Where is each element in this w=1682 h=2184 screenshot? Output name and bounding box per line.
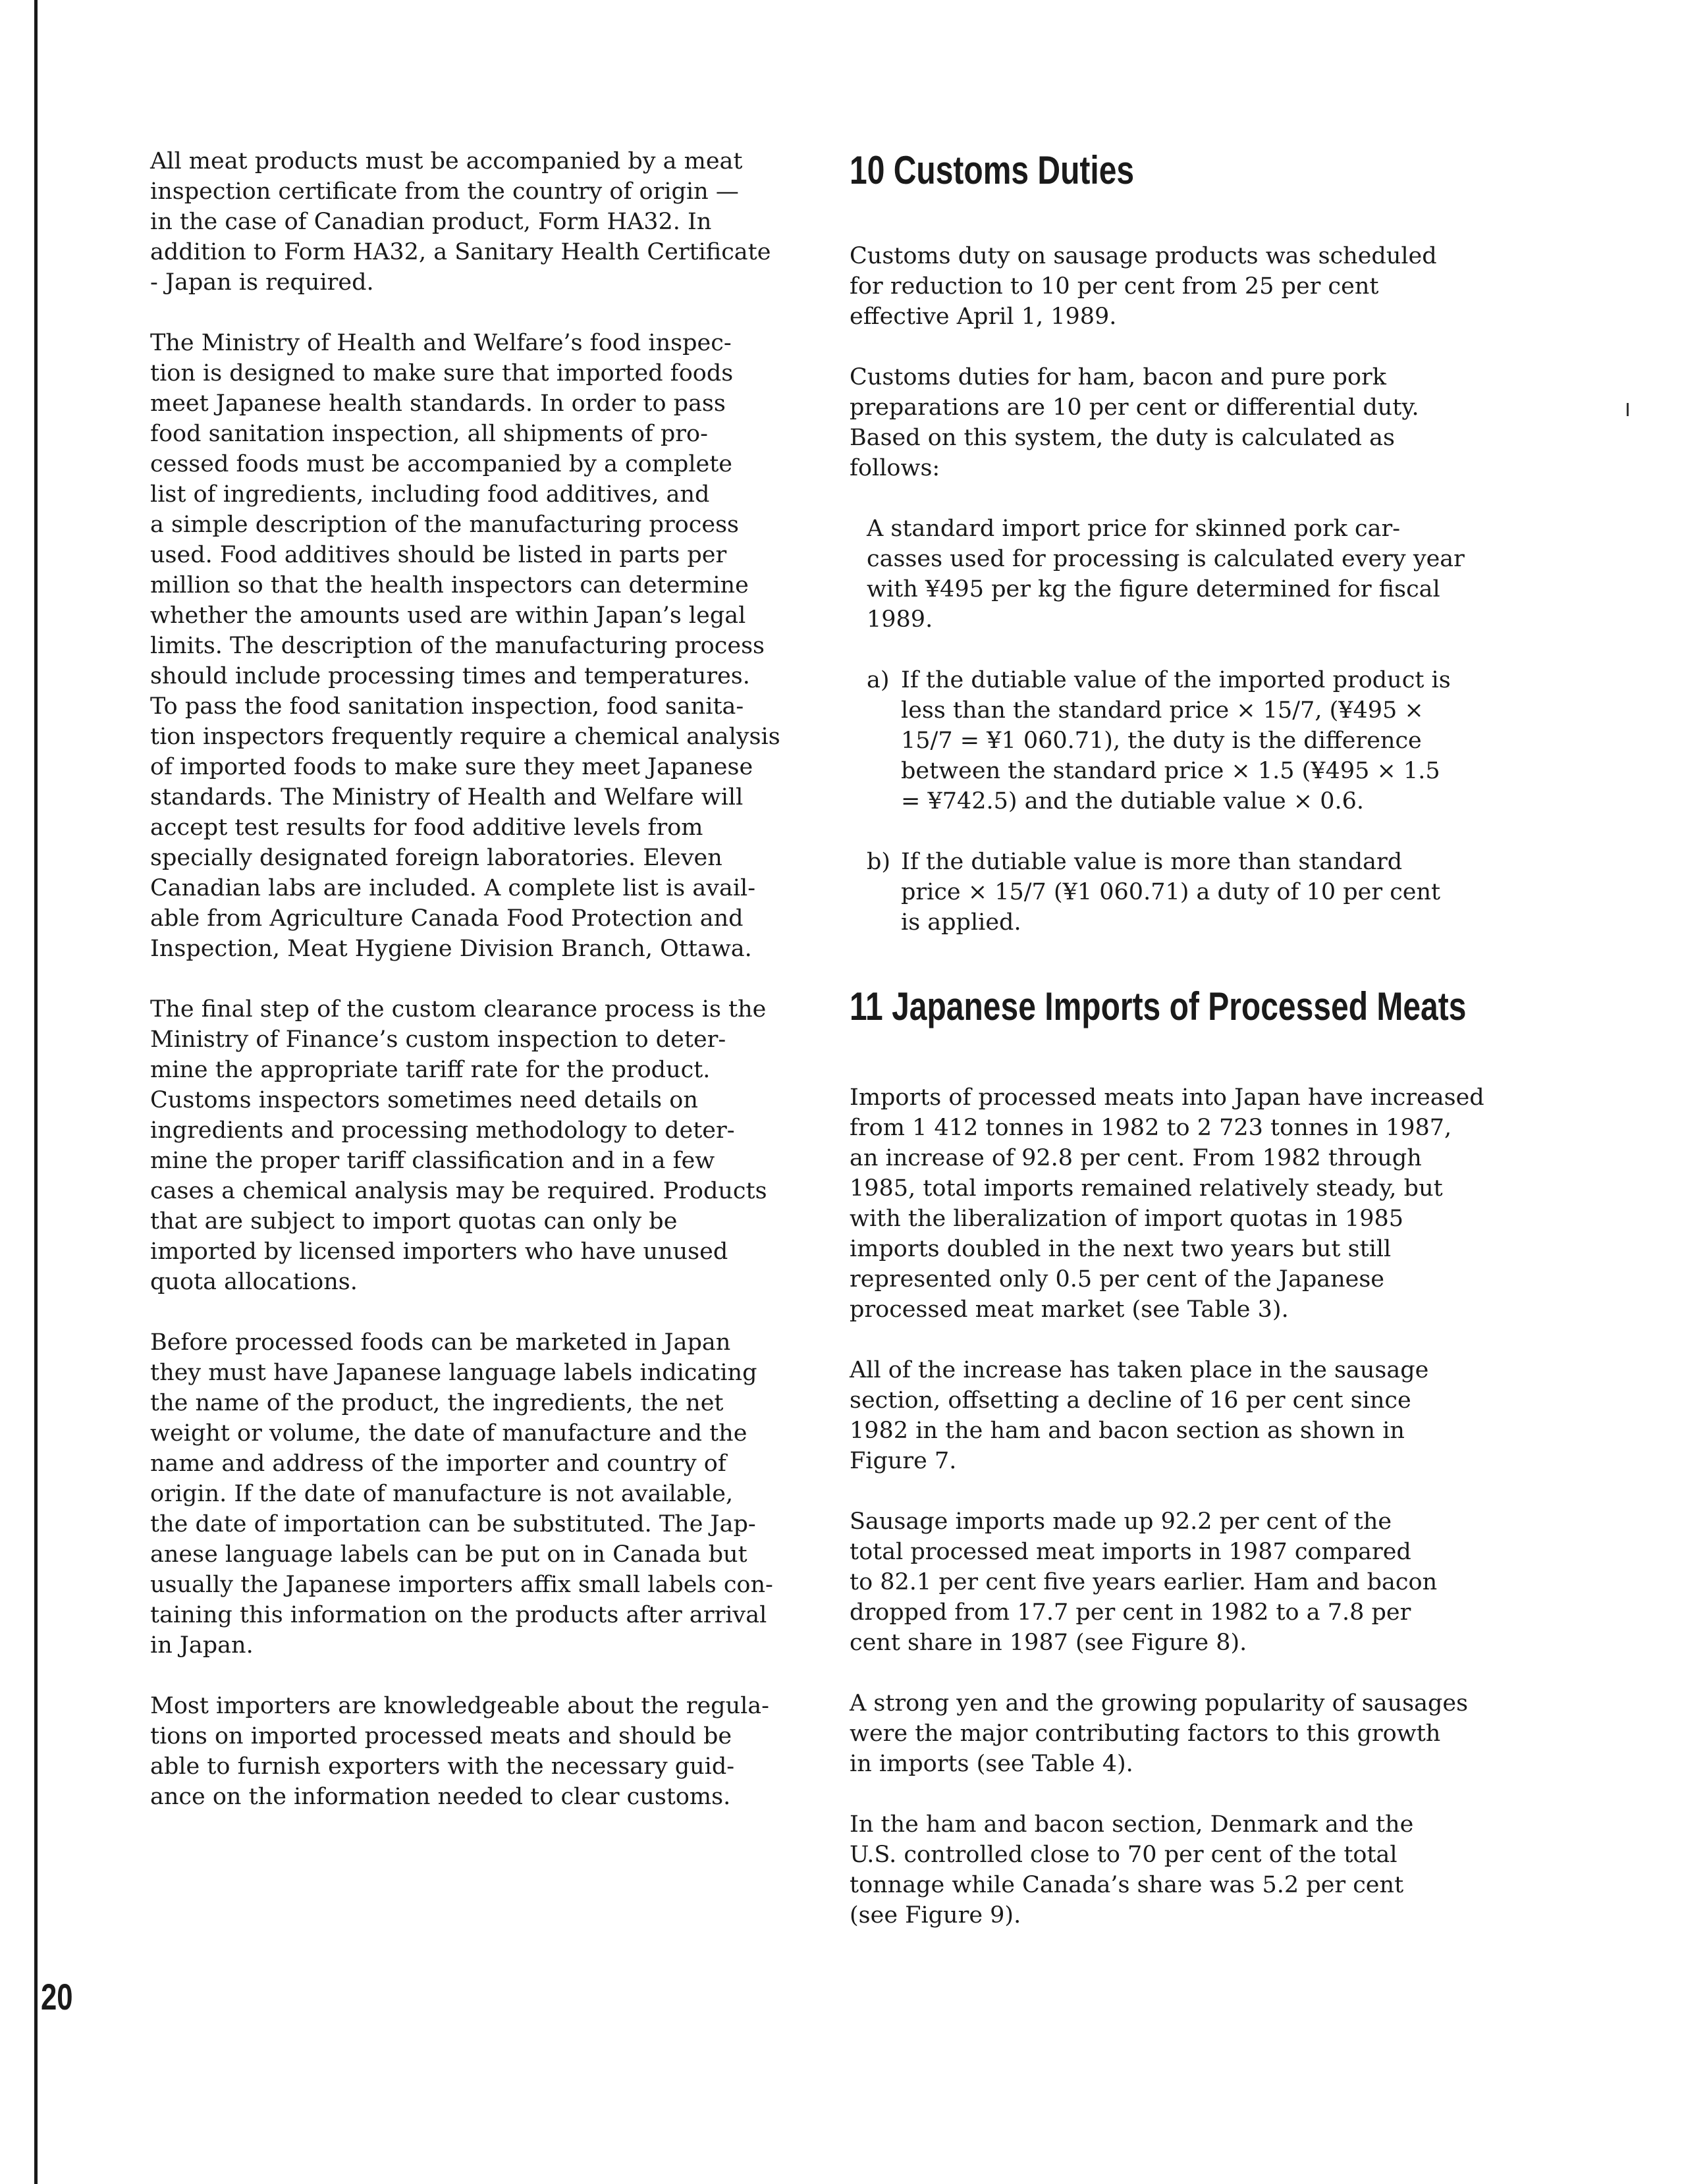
paragraph-food-sanitation-inspection: The Ministry of Health and Welfare’s food inspec- tion is designed to make sure that imported foods meet Japanese health standards. In order to pass food sanitation inspection, all shipments of pro- cessed foods must be accompanied by a complete list of ingredients, including food additives, and a simple description of the manufacturing process used. Food additives should be listed in parts per million so that the health inspectors can determine whether the amounts used are within Japan’s legal limits. The description of the manufacturing process should include processing times and temperatures. To pass the food sanitation inspection, food sanita- tion inspectors frequently require a chemical analysis of imported foods to make sure they meet Japanese standards. The Ministry of Health and Welfare will accept test results for food additive levels from specially designated foreign laboratories. Eleven Canadian labs are included. A complete list is avail- able from Agriculture Canada Food Protection and Inspection, Meat Hygiene Division Branch, Ottawa.	[150, 330, 780, 962]
paragraph-importers-knowledge: Most importers are knowledgeable about the regula- tions on imported processed meats and should be able to furnish exporters with the necessary guid- ance on the information needed to clear customs.	[150, 1693, 769, 1810]
paragraph-sausage-duty: Customs duty on sausage products was scheduled for reduction to 10 per cent from 25 per cent effective April 1, 1989.	[850, 243, 1437, 330]
page-number: 20	[41, 1976, 73, 2017]
left-column	[150, 146, 828, 1842]
list-item-a	[850, 665, 1525, 816]
paragraph-sausage-section: All of the increase has taken place in the sausage section, offsetting a decline of 16 per cent since 1982 in the ham and bacon section as shown in Figure 7.	[850, 1357, 1429, 1474]
paragraph-ham-bacon-section: In the ham and bacon section, Denmark and the U.S. controlled close to 70 per cent of the total tonnage while Canada’s share was 5.2 per cent (see Figure 9).	[850, 1811, 1414, 1929]
list-marker-a: a)	[867, 667, 890, 693]
paragraph-standard-import-price: A standard import price for skinned pork car- casses used for processing is calculated every year with ¥495 per kg the figure determined for fiscal 1989.	[867, 516, 1465, 633]
stray-print-mark	[1627, 403, 1629, 416]
heading-customs-duties: 10 Customs Duties	[850, 148, 1135, 192]
paragraph-meat-inspection-certificate: All meat products must be accompanied by a meat inspection certificate from the country of origin — in the case of Canadian product, Form HA32. In addition to Form HA32, a Sanitary Health Certificate - Japan is required.	[150, 148, 771, 296]
paragraph-japanese-labels: Before processed foods can be marketed in Japan they must have Japanese language labels indicating the name of the product, the ingredients, the net weight or volume, the date of manufacture and the name and address of the importer and country of origin. If the date of manufacture is not available, the date of importation can be substituted. The Jap- anese language labels can be put on in Canada but usually the Japanese importers affix small labels con- taining this information on the products after arrival in Japan.	[150, 1329, 773, 1659]
paragraph-custom-clearance: The final step of the custom clearance process is the Ministry of Finance’s custom inspection to deter- mine the appropriate tariff rate for the product. Customs inspectors sometimes need details on ingredients and processing methodology to deter- mine the proper tariff classification and in a few cases a chemical analysis may be required. Products that are subject to import quotas can only be imported by licensed importers who have unused quota allocations.	[150, 996, 767, 1295]
paragraph-imports-increase: Imports of processed meats into Japan have increased from 1 412 tonnes in 1982 to 2 723 tonnes in 1987, an increase of 92.8 per cent. From 1982 through 1985, total imports remained relatively steady, but with the liberalization of import quotas in 1985 imports doubled in the next two years but still represented only 0.5 per cent of the Japanese processed meat market (see Table 3).	[850, 1084, 1484, 1323]
list-item-b	[850, 847, 1525, 938]
list-marker-b: b)	[867, 849, 891, 875]
list-text-b: If the dutiable value is more than standard price × 15/7 (¥1 060.71) a duty of 10 per cent is applied.	[901, 849, 1441, 936]
list-text-a: If the dutiable value of the imported product is less than the standard price × 15/7, (¥495 × 15/7 = ¥1 060.71), the duty is the difference between the standard price × 1.5 (¥495 × 1.5 = ¥742.5) and the dutiable value × 0.6.	[901, 667, 1451, 814]
left-margin-rule	[34, 0, 38, 2184]
heading-japanese-imports: 11 Japanese Imports of Processed Meats	[850, 984, 1467, 1028]
right-column	[850, 146, 1525, 1961]
paragraph-sausage-share: Sausage imports made up 92.2 per cent of the total processed meat imports in 1987 compared to 82.1 per cent five years earlier. Ham and bacon dropped from 17.7 per cent in 1982 to a 7.8 per cent share in 1987 (see Figure 8).	[850, 1508, 1438, 1656]
paragraph-ham-bacon-duty: Customs duties for ham, bacon and pure pork preparations are 10 per cent or differential duty. Based on this system, the duty is calculated as follows:	[850, 364, 1419, 481]
paragraph-strong-yen: A strong yen and the growing popularity of sausages were the major contributing factors to this growth in imports (see Table 4).	[850, 1690, 1469, 1777]
